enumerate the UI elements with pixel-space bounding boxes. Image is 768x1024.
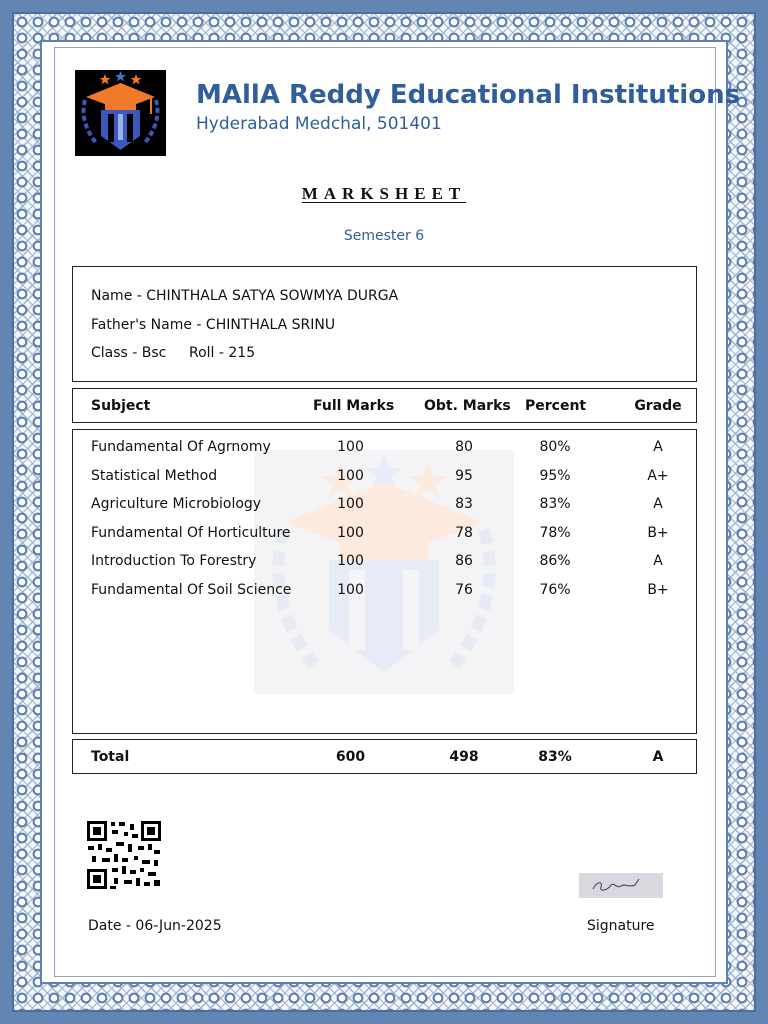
total-obt-marks: 498 bbox=[449, 749, 479, 765]
row-full-marks: 100 bbox=[337, 525, 364, 541]
student-name: Name - CHINTHALA SATYA SOWMYA DURGA bbox=[91, 288, 399, 304]
document-title-text: MARKSHEET bbox=[301, 184, 467, 203]
qr-code-icon bbox=[86, 820, 162, 890]
row-grade: A bbox=[653, 439, 663, 455]
row-obt-marks: 86 bbox=[455, 553, 473, 569]
header-grade: Grade bbox=[634, 398, 682, 414]
row-subject: Statistical Method bbox=[91, 468, 218, 484]
document-title bbox=[0, 184, 768, 204]
row-obt-marks: 76 bbox=[455, 582, 473, 598]
row-grade: A+ bbox=[647, 468, 669, 484]
semester-label: Semester 6 bbox=[343, 228, 425, 244]
row-subject: Fundamental Of Agrnomy bbox=[91, 439, 271, 455]
table-header bbox=[72, 388, 697, 423]
student-roll: Roll - 215 bbox=[189, 345, 256, 361]
header-percent: Percent bbox=[525, 398, 587, 414]
header-obt-marks: Obt. Marks bbox=[424, 398, 511, 414]
row-full-marks: 100 bbox=[337, 468, 364, 484]
header-subject: Subject bbox=[91, 398, 151, 414]
total-percent: 83% bbox=[538, 749, 572, 765]
student-info-box bbox=[72, 266, 697, 382]
row-grade: B+ bbox=[647, 525, 669, 541]
issue-date: Date - 06-Jun-2025 bbox=[88, 918, 222, 934]
signature-label: Signature bbox=[587, 918, 655, 934]
row-grade: A bbox=[653, 553, 663, 569]
row-subject: Fundamental Of Horticulture bbox=[91, 525, 291, 541]
row-percent: 95% bbox=[539, 468, 571, 484]
row-obt-marks: 95 bbox=[455, 468, 473, 484]
row-grade: A bbox=[653, 496, 663, 512]
row-percent: 76% bbox=[539, 582, 571, 598]
total-grade: A bbox=[652, 749, 664, 765]
total-full-marks: 600 bbox=[335, 749, 366, 765]
father-name: Father's Name - CHINTHALA SRINU bbox=[91, 317, 336, 333]
row-subject: Agriculture Microbiology bbox=[91, 496, 262, 512]
institution-name: MAllA Reddy Educational Institutions bbox=[196, 80, 741, 110]
row-obt-marks: 83 bbox=[455, 496, 473, 512]
total-row bbox=[72, 739, 697, 774]
row-obt-marks: 78 bbox=[455, 525, 473, 541]
row-grade: B+ bbox=[647, 582, 669, 598]
row-percent: 80% bbox=[539, 439, 571, 455]
row-full-marks: 100 bbox=[337, 439, 364, 455]
row-subject: Fundamental Of Soil Science bbox=[91, 582, 292, 598]
row-full-marks: 100 bbox=[337, 553, 364, 569]
graduation-cap-shield-logo-icon bbox=[75, 70, 166, 156]
signature-image bbox=[579, 873, 663, 898]
institution-address: Hyderabad Medchal, 501401 bbox=[196, 114, 442, 134]
total-label: Total bbox=[91, 749, 130, 765]
marks-table-body bbox=[72, 429, 697, 734]
row-percent: 86% bbox=[539, 553, 571, 569]
row-subject: Introduction To Forestry bbox=[91, 553, 257, 569]
row-full-marks: 100 bbox=[337, 582, 364, 598]
header-full-marks: Full Marks bbox=[313, 398, 395, 414]
row-percent: 78% bbox=[539, 525, 571, 541]
student-class: Class - Bsc bbox=[91, 345, 167, 361]
row-obt-marks: 80 bbox=[455, 439, 473, 455]
row-full-marks: 100 bbox=[337, 496, 364, 512]
row-percent: 83% bbox=[539, 496, 571, 512]
institution-logo bbox=[75, 70, 166, 156]
